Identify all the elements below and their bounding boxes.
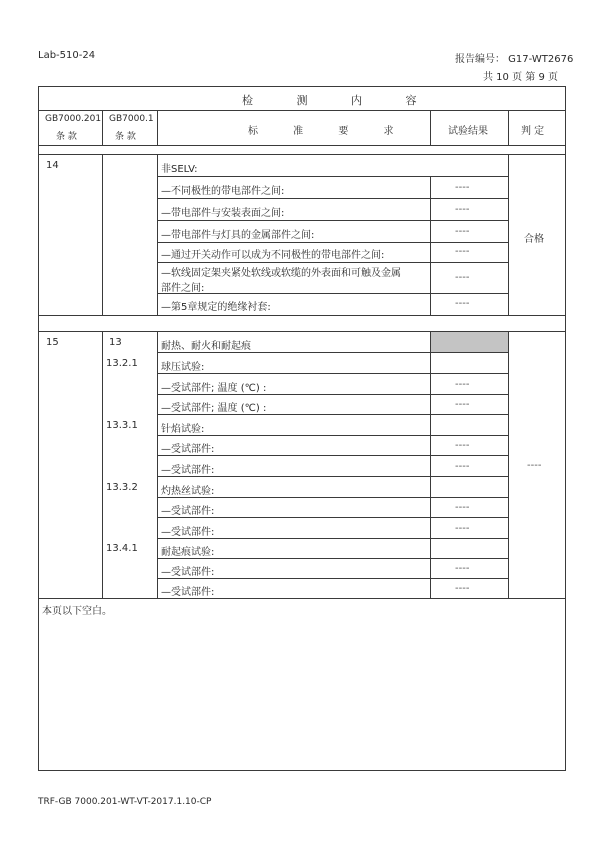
s15-row-line: [157, 352, 509, 353]
s14-row-text-line2: 部件之间:: [161, 283, 205, 294]
s15-row-line: [157, 517, 509, 518]
s15-row-text: —受试部件; 温度 (℃) :: [161, 383, 267, 394]
s15-clause-201: 15: [46, 337, 59, 348]
header-divider-1: [102, 110, 103, 145]
section14-bottom-border: [38, 315, 566, 316]
s15-row-line: [157, 373, 509, 374]
shaded-result-cell: [431, 332, 508, 352]
s15-row-text: —受试部件:: [161, 587, 215, 598]
header-divider-3: [430, 110, 431, 145]
s15-row-line: [157, 476, 509, 477]
s14-row-text: —不同极性的带电部件之间:: [161, 186, 285, 197]
s15-row-line: [157, 558, 509, 559]
s15-row-line: [157, 538, 509, 539]
s15-heading: 耐热、耐火和耐起痕: [161, 341, 251, 352]
s15-row-line: [157, 394, 509, 395]
s14-divider-1: [102, 154, 103, 315]
s15-row-result: ----: [455, 399, 470, 410]
col-gb7000-201-label: GB7000.201: [45, 114, 102, 124]
section14-top-border: [38, 154, 566, 155]
s15-row-result: ----: [455, 379, 470, 390]
s14-row-text: —带电部件与灯具的金属部件之间:: [161, 230, 315, 241]
report-number: 报告编号： G17-WT2676: [455, 54, 574, 65]
s14-row-line: [157, 220, 509, 221]
s15-sub-title: 针焰试验:: [161, 424, 205, 435]
s15-row-line: [157, 455, 509, 456]
s14-row-line: [157, 242, 509, 243]
header-divider-2: [157, 110, 158, 145]
col-gb7000-1-label: GB7000.1: [109, 114, 154, 124]
s15-row-result: ----: [455, 440, 470, 451]
s15-subclause: 13.3.1: [106, 420, 138, 431]
s15-divider-1: [102, 331, 103, 598]
table-bottom-border: [38, 770, 566, 771]
s15-row-text: —受试部件; 温度 (℃) :: [161, 403, 267, 414]
s14-divider-3: [430, 176, 431, 315]
table-top-border: [38, 86, 566, 87]
s15-verdict: ----: [527, 460, 542, 471]
table-right-border: [565, 86, 566, 771]
s14-row-text: —带电部件与安装表面之间:: [161, 208, 285, 219]
table-title: 检 测 内 容: [242, 94, 437, 107]
s15-clause-1: 13: [109, 337, 122, 348]
s14-heading: 非SELV:: [161, 164, 198, 175]
table-title-divider: [38, 110, 566, 111]
s14-row-result: ----: [455, 298, 470, 309]
s14-row-text-line1: —软线固定架夹紧处软线或软缆的外表面和可触及金属: [161, 268, 401, 279]
table-header-divider: [38, 145, 566, 146]
header-divider-4: [508, 110, 509, 145]
s14-clause-201: 14: [46, 160, 59, 171]
s15-row-result: ----: [455, 563, 470, 574]
s14-row-line: [157, 262, 509, 263]
s14-row-result: ----: [455, 182, 470, 193]
s15-row-result: ----: [455, 523, 470, 534]
lab-code: Lab-510-24: [38, 50, 96, 61]
s15-sub-title: 球压试验:: [161, 362, 205, 373]
s15-subclause: 13.2.1: [106, 358, 138, 369]
s15-row-line: [157, 497, 509, 498]
s15-row-text: —受试部件:: [161, 444, 215, 455]
s14-verdict: 合格: [524, 234, 544, 245]
col-verdict: 判 定: [521, 126, 545, 137]
s15-subclause: 13.4.1: [106, 543, 138, 554]
s15-row-result: ----: [455, 583, 470, 594]
col-requirement: 标 准 要 求: [248, 126, 410, 137]
s15-row-line: [157, 435, 509, 436]
s15-row-line: [157, 578, 509, 579]
footer-code: TRF-GB 7000.201-WT-VT-2017.1.10-CP: [38, 797, 212, 807]
table-left-border: [38, 86, 39, 771]
s14-row-result: ----: [455, 226, 470, 237]
s15-row-text: —受试部件:: [161, 465, 215, 476]
col-test-result: 试验结果: [448, 126, 488, 137]
s14-divider-4: [508, 154, 509, 315]
section15-bottom-border: [38, 598, 566, 599]
s15-subclause: 13.3.2: [106, 482, 138, 493]
s15-row-result: ----: [455, 461, 470, 472]
s15-row-line: [157, 414, 509, 415]
s14-divider-2: [157, 154, 158, 315]
s14-row-line: [157, 176, 509, 177]
s14-row-result: ----: [455, 246, 470, 257]
col-gb7000-1-clause: 条 款: [115, 132, 136, 142]
page-info: 共 10 页 第 9 页: [483, 72, 558, 83]
s14-row-text: —第5章规定的绝缘衬套:: [161, 302, 271, 313]
s15-row-text: —受试部件:: [161, 527, 215, 538]
s14-row-result: ----: [455, 272, 470, 283]
s15-sub-title: 灼热丝试验:: [161, 486, 215, 497]
s14-row-line: [157, 293, 509, 294]
s15-row-text: —受试部件:: [161, 506, 215, 517]
col-gb7000-201-clause: 条 款: [56, 132, 77, 142]
s15-row-result: ----: [455, 502, 470, 513]
s14-row-text: —通过开关动作可以成为不同极性的带电部件之间:: [161, 250, 385, 261]
s14-row-result: ----: [455, 204, 470, 215]
s15-row-text: —受试部件:: [161, 567, 215, 578]
s15-sub-title: 耐起痕试验:: [161, 547, 215, 558]
blank-remark: 本页以下空白。: [42, 606, 112, 617]
s14-row-line: [157, 198, 509, 199]
